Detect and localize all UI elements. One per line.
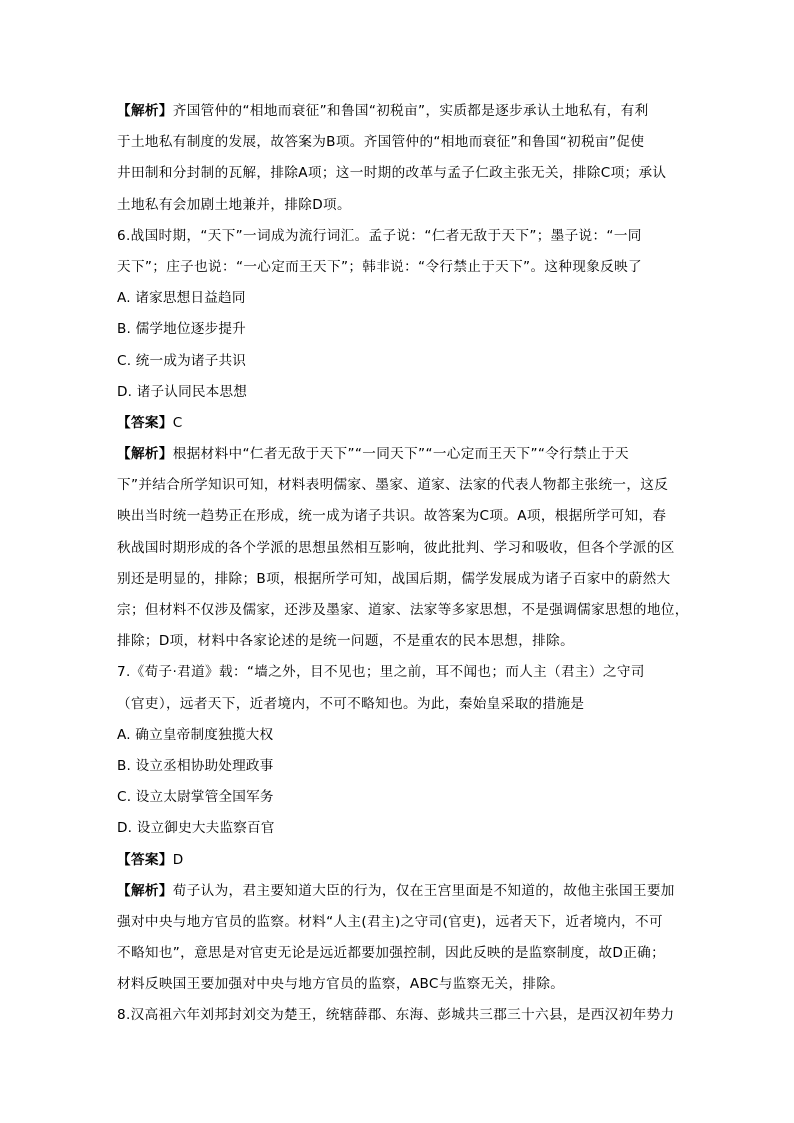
question-6-stem-line: 天下”；庄子也说：“一心定而王天下”；韩非说：“令行禁止于天下”。这种现象反映了: [117, 258, 642, 275]
question-6-option-b: B. 儒学地位逐步提升: [117, 321, 246, 338]
section-marker: 【解析】: [117, 446, 173, 463]
section-marker: 【解析】: [117, 103, 173, 119]
question-6-analysis-line: [117, 439, 677, 470]
question-7-analysis-line: 强对中央与地方官员的监察。材料“人主(君主)之守司(官吏)，远者天下，近者境内，不可: [117, 913, 663, 930]
question-7-option-a: A. 确立皇帝制度独揽大权: [117, 726, 274, 743]
question-6-stem-line: 6.战国时期，“天下”一词成为流行词汇。孟子说：“仁者无敌于天下”；墨子说：“一同: [117, 227, 642, 244]
question-8-stem-line: 8.汉高祖六年刘邦封刘交为楚王，统辖薛郡、东海、彭城共三郡三十六县，是西汉初年势力: [117, 1007, 675, 1024]
question-7-answer: [117, 845, 677, 876]
question-7-analysis-line: 材料反映国王要加强对中央与地方官员的监察，ABC与监察无关，排除。: [117, 976, 565, 993]
question-6-analysis-line: 下”并结合所学知识可知，材料表明儒家、墨家、道家、法家的代表人物都主张统一，这反: [117, 477, 669, 494]
question-7-option-b: B. 设立丞相协助处理政事: [117, 757, 274, 774]
question-6-analysis-line: 映出当时统一趋势正在形成，统一成为诸子共识。故答案为C项。A项，根据所学可知，春: [117, 508, 667, 525]
analysis-paragraph-line: 土地私有会加剧土地兼并，排除D项。: [117, 196, 351, 213]
question-6-answer: [117, 408, 677, 439]
question-6-option-a: A. 诸家思想日益趋同: [117, 290, 246, 307]
question-7-analysis-line: 不略知也”，意思是对官吏无论是远近都要加强控制，因此反映的是监察制度，故D正确；: [117, 945, 666, 962]
question-6-option-d: D. 诸子认同民本思想: [117, 383, 248, 400]
analysis-paragraph-line: [117, 96, 677, 127]
document-page: [117, 96, 689, 1032]
question-6-analysis-line: 宗；但材料不仅涉及儒家，还涉及墨家、道家、法家等多家思想，不是强调儒家思想的地位，: [117, 602, 689, 618]
question-6-analysis-line: 排除；D项，材料中各家论述的是统一问题，不是重农的民本思想，排除。: [117, 633, 575, 650]
question-7-option-d: D. 设立御史大夫监察百官: [117, 820, 275, 837]
question-6-option-c: C. 统一成为诸子共识: [117, 352, 247, 369]
question-6-analysis-line: 别还是明显的，排除；B项，根据所学可知，战国后期，儒学发展成为诸子百家中的蔚然大: [117, 570, 671, 587]
analysis-paragraph-line: 于土地私有制度的发展，故答案为B项。齐国管仲的“相地而衰征”和鲁国“初税亩”促使: [117, 134, 645, 151]
analysis-paragraph-line: 井田制和分封制的瓦解，排除A项；这一时期的改革与孟子仁政主张无关，排除C项；承认: [117, 165, 667, 182]
question-7-option-c: C. 设立太尉掌管全国军务: [117, 789, 274, 806]
section-text: C: [172, 414, 183, 431]
section-text: 齐国管仲的“相地而衰征”和鲁国“初税亩”，实质都是逐步承认土地私有，有利: [172, 103, 649, 119]
section-marker: 【解析】: [117, 882, 173, 899]
section-text: D: [172, 851, 184, 868]
question-7-stem-line: （官吏），远者天下，近者境内，不可不略知也。为此，秦始皇采取的措施是: [117, 695, 585, 712]
section-text: 荀子认为，君主要知道大臣的行为，仅在王宫里面是不知道的，故他主张国王要加: [172, 882, 675, 899]
question-6-analysis-line: 秋战国时期形成的各个学派的思想虽然相互影响，彼此批判、学习和吸收，但各个学派的区: [117, 539, 675, 556]
question-7-analysis-line: [117, 876, 677, 907]
section-marker: 【答案】: [117, 414, 173, 431]
question-7-stem-line: 7.《荀子·君道》载：“墙之外，目不见也；里之前，耳不闻也；而人主（君主）之守司: [117, 664, 645, 681]
section-text: 根据材料中“仁者无敌于天下”“一同天下”“一心定而王天下”“令行禁止于天: [172, 446, 629, 463]
section-marker: 【答案】: [117, 851, 173, 868]
